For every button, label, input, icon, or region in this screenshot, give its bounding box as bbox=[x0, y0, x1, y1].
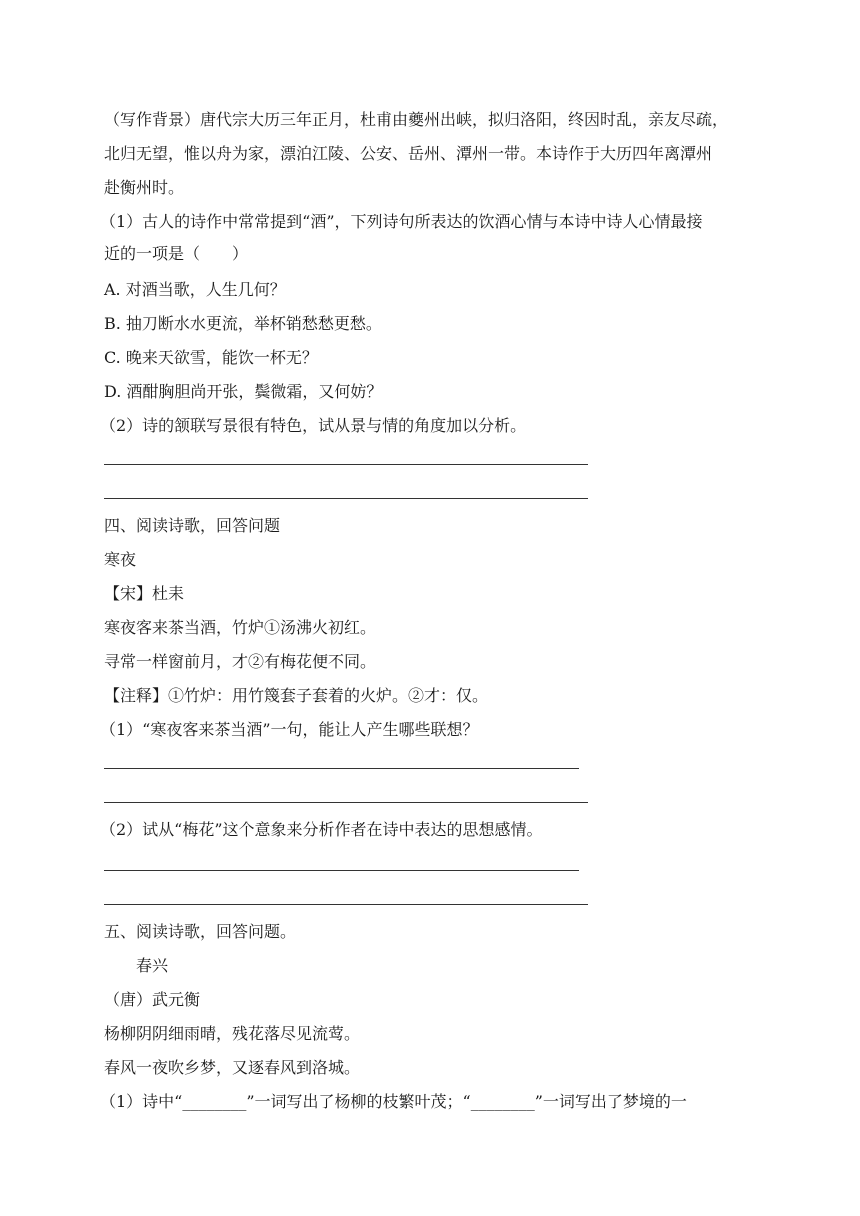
background-line-3: 赴衡州时。 bbox=[104, 178, 185, 197]
option-b: B. 抽刀断水水更流，举杯销愁愁更愁。 bbox=[104, 314, 382, 333]
poem-title: 春兴 bbox=[136, 956, 169, 975]
question-2: （2）诗的颔联写景很有特色，试从景与情的角度加以分析。 bbox=[100, 416, 527, 435]
question-1-line-2: 近的一项是（ ） bbox=[104, 244, 249, 263]
annotation: 【注释】①竹炉：用竹篾套子套着的火炉。②才：仅。 bbox=[104, 686, 489, 705]
poem-line-1: 寒夜客来茶当酒，竹炉①汤沸火初红。 bbox=[104, 618, 377, 637]
poem-line-2: 寻常一样窗前月，才②有梅花便不同。 bbox=[104, 652, 377, 671]
answer-line[interactable] bbox=[104, 904, 588, 905]
background-line-1: （写作背景）唐代宗大历三年正月，杜甫由夔州出峡，拟归洛阳，终因时乱，亲友尽疏， bbox=[104, 110, 729, 129]
option-d: D. 酒酣胸胆尚开张，鬓微霜，又何妨？ bbox=[104, 382, 383, 401]
option-a: A. 对酒当歌，人生几何？ bbox=[104, 280, 286, 299]
answer-line[interactable] bbox=[104, 768, 579, 769]
poem-line-2: 春风一夜吹乡梦，又逐春风到洛城。 bbox=[104, 1058, 361, 1077]
answer-line[interactable] bbox=[104, 870, 579, 871]
answer-line[interactable] bbox=[104, 464, 588, 465]
question-1-line-1: （1）古人的诗作中常常提到“酒”，下列诗句所表达的饮酒心情与本诗中诗人心情最接 bbox=[100, 212, 703, 231]
option-c: C. 晚来天欲雪，能饮一杯无？ bbox=[104, 348, 318, 367]
poem-title: 寒夜 bbox=[104, 550, 137, 569]
section-4-question-2: （2）试从“梅花”这个意象来分析作者在诗中表达的思想感情。 bbox=[100, 820, 543, 839]
poem-author: （唐）武元衡 bbox=[104, 990, 201, 1009]
answer-line[interactable] bbox=[104, 498, 588, 499]
answer-line[interactable] bbox=[104, 802, 588, 803]
background-line-2: 北归无望，惟以舟为家，漂泊江陵、公安、岳州、潭州一带。本诗作于大历四年离潭州 bbox=[104, 144, 713, 163]
section-4-heading: 四、阅读诗歌，回答问题 bbox=[104, 516, 281, 535]
section-5-heading: 五、阅读诗歌，回答问题。 bbox=[104, 922, 297, 941]
section-4-question-1: （1）“寒夜客来茶当酒”一句，能让人产生哪些联想？ bbox=[100, 720, 479, 739]
section-5-question-1: （1）诗中“________”一词写出了杨柳的枝繁叶茂；“________”一词写出了梦境的一 bbox=[100, 1092, 687, 1111]
poem-line-1: 杨柳阴阴细雨晴，残花落尽见流莺。 bbox=[104, 1024, 361, 1043]
poem-author: 【宋】杜耒 bbox=[104, 584, 185, 603]
